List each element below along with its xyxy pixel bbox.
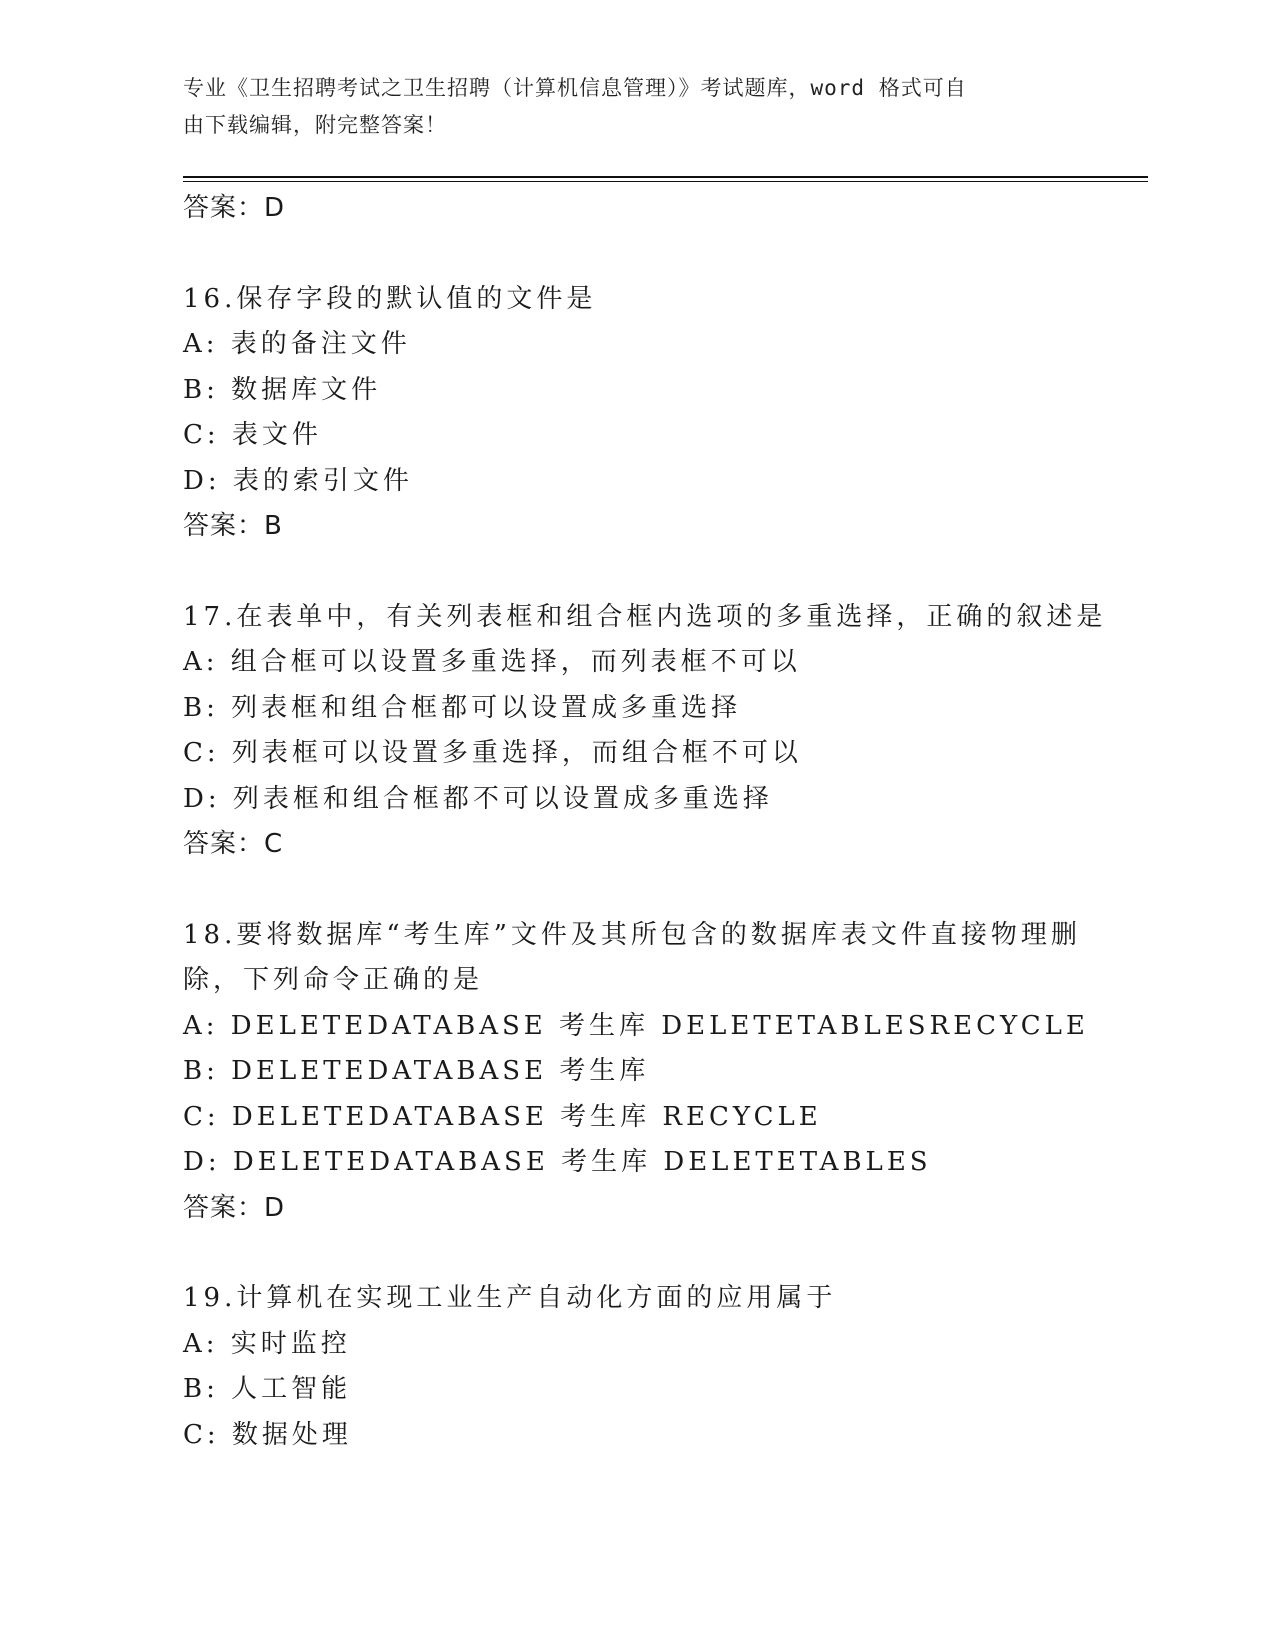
question-block-19 [183, 1276, 1083, 1458]
option-a: A: 实时监控 [183, 1328, 351, 1359]
question-text: 16.保存字段的默认值的文件是 [183, 283, 597, 314]
question-block-18 [183, 913, 1089, 1232]
option-a: A: 组合框可以设置多重选择，而列表框不可以 [183, 647, 801, 677]
answer-line: 答案：B [183, 511, 283, 541]
spacer [183, 1231, 1083, 1276]
option-d: D: DELETEDATABASE 考生库 DELETETABLES [183, 1147, 932, 1177]
option-b: B: 人工智能 [183, 1374, 352, 1404]
option-c: C: 数据处理 [183, 1419, 352, 1450]
answer-line: 答案：D [183, 193, 286, 223]
question-block-16 [183, 277, 1083, 550]
option-b: B: 数据库文件 [183, 374, 382, 405]
answer-line: 答案：C [183, 829, 284, 859]
question-text: 19.计算机在实现工业生产自动化方面的应用属于 [183, 1283, 837, 1313]
option-d: D: 表的索引文件 [183, 465, 413, 496]
option-d: D: 列表框和组合框都不可以设置成多重选择 [183, 783, 773, 814]
spacer [183, 232, 1083, 277]
option-c: C: DELETEDATABASE 考生库 RECYCLE [183, 1101, 822, 1132]
option-a: A: DELETEDATABASE 考生库 DELETETABLESRECYCLE [183, 1010, 1089, 1041]
question-text-line-1: 18.要将数据库“考生库”文件及其所包含的数据库表文件直接物理删 [183, 919, 1081, 950]
header-line-2: 由下载编辑，附完整答案！ [183, 113, 447, 137]
spacer [183, 868, 1083, 913]
header-rule-thin [183, 181, 1148, 182]
option-b: B: 列表框和组合框都可以设置成多重选择 [183, 692, 742, 723]
document-header [183, 70, 1063, 144]
question-block-17 [183, 595, 1107, 868]
answer-line: 答案：D [183, 1192, 286, 1223]
header-line-1: 专业《卫生招聘考试之卫生招聘（计算机信息管理）》考试题库，word 格式可自 [183, 76, 967, 100]
option-c: C: 表文件 [183, 420, 322, 450]
option-a: A: 表的备注文件 [183, 329, 411, 359]
document-content [183, 186, 1107, 1458]
question-text-line-2: 除，下列命令正确的是 [183, 965, 484, 995]
question-text: 17.在表单中，有关列表框和组合框内选项的多重选择，正确的叙述是 [183, 601, 1107, 632]
spacer [183, 550, 1083, 595]
option-b: B: DELETEDATABASE 考生库 [183, 1056, 650, 1086]
header-rule-thick [183, 176, 1148, 178]
option-c: C: 列表框可以设置多重选择，而组合框不可以 [183, 738, 802, 768]
